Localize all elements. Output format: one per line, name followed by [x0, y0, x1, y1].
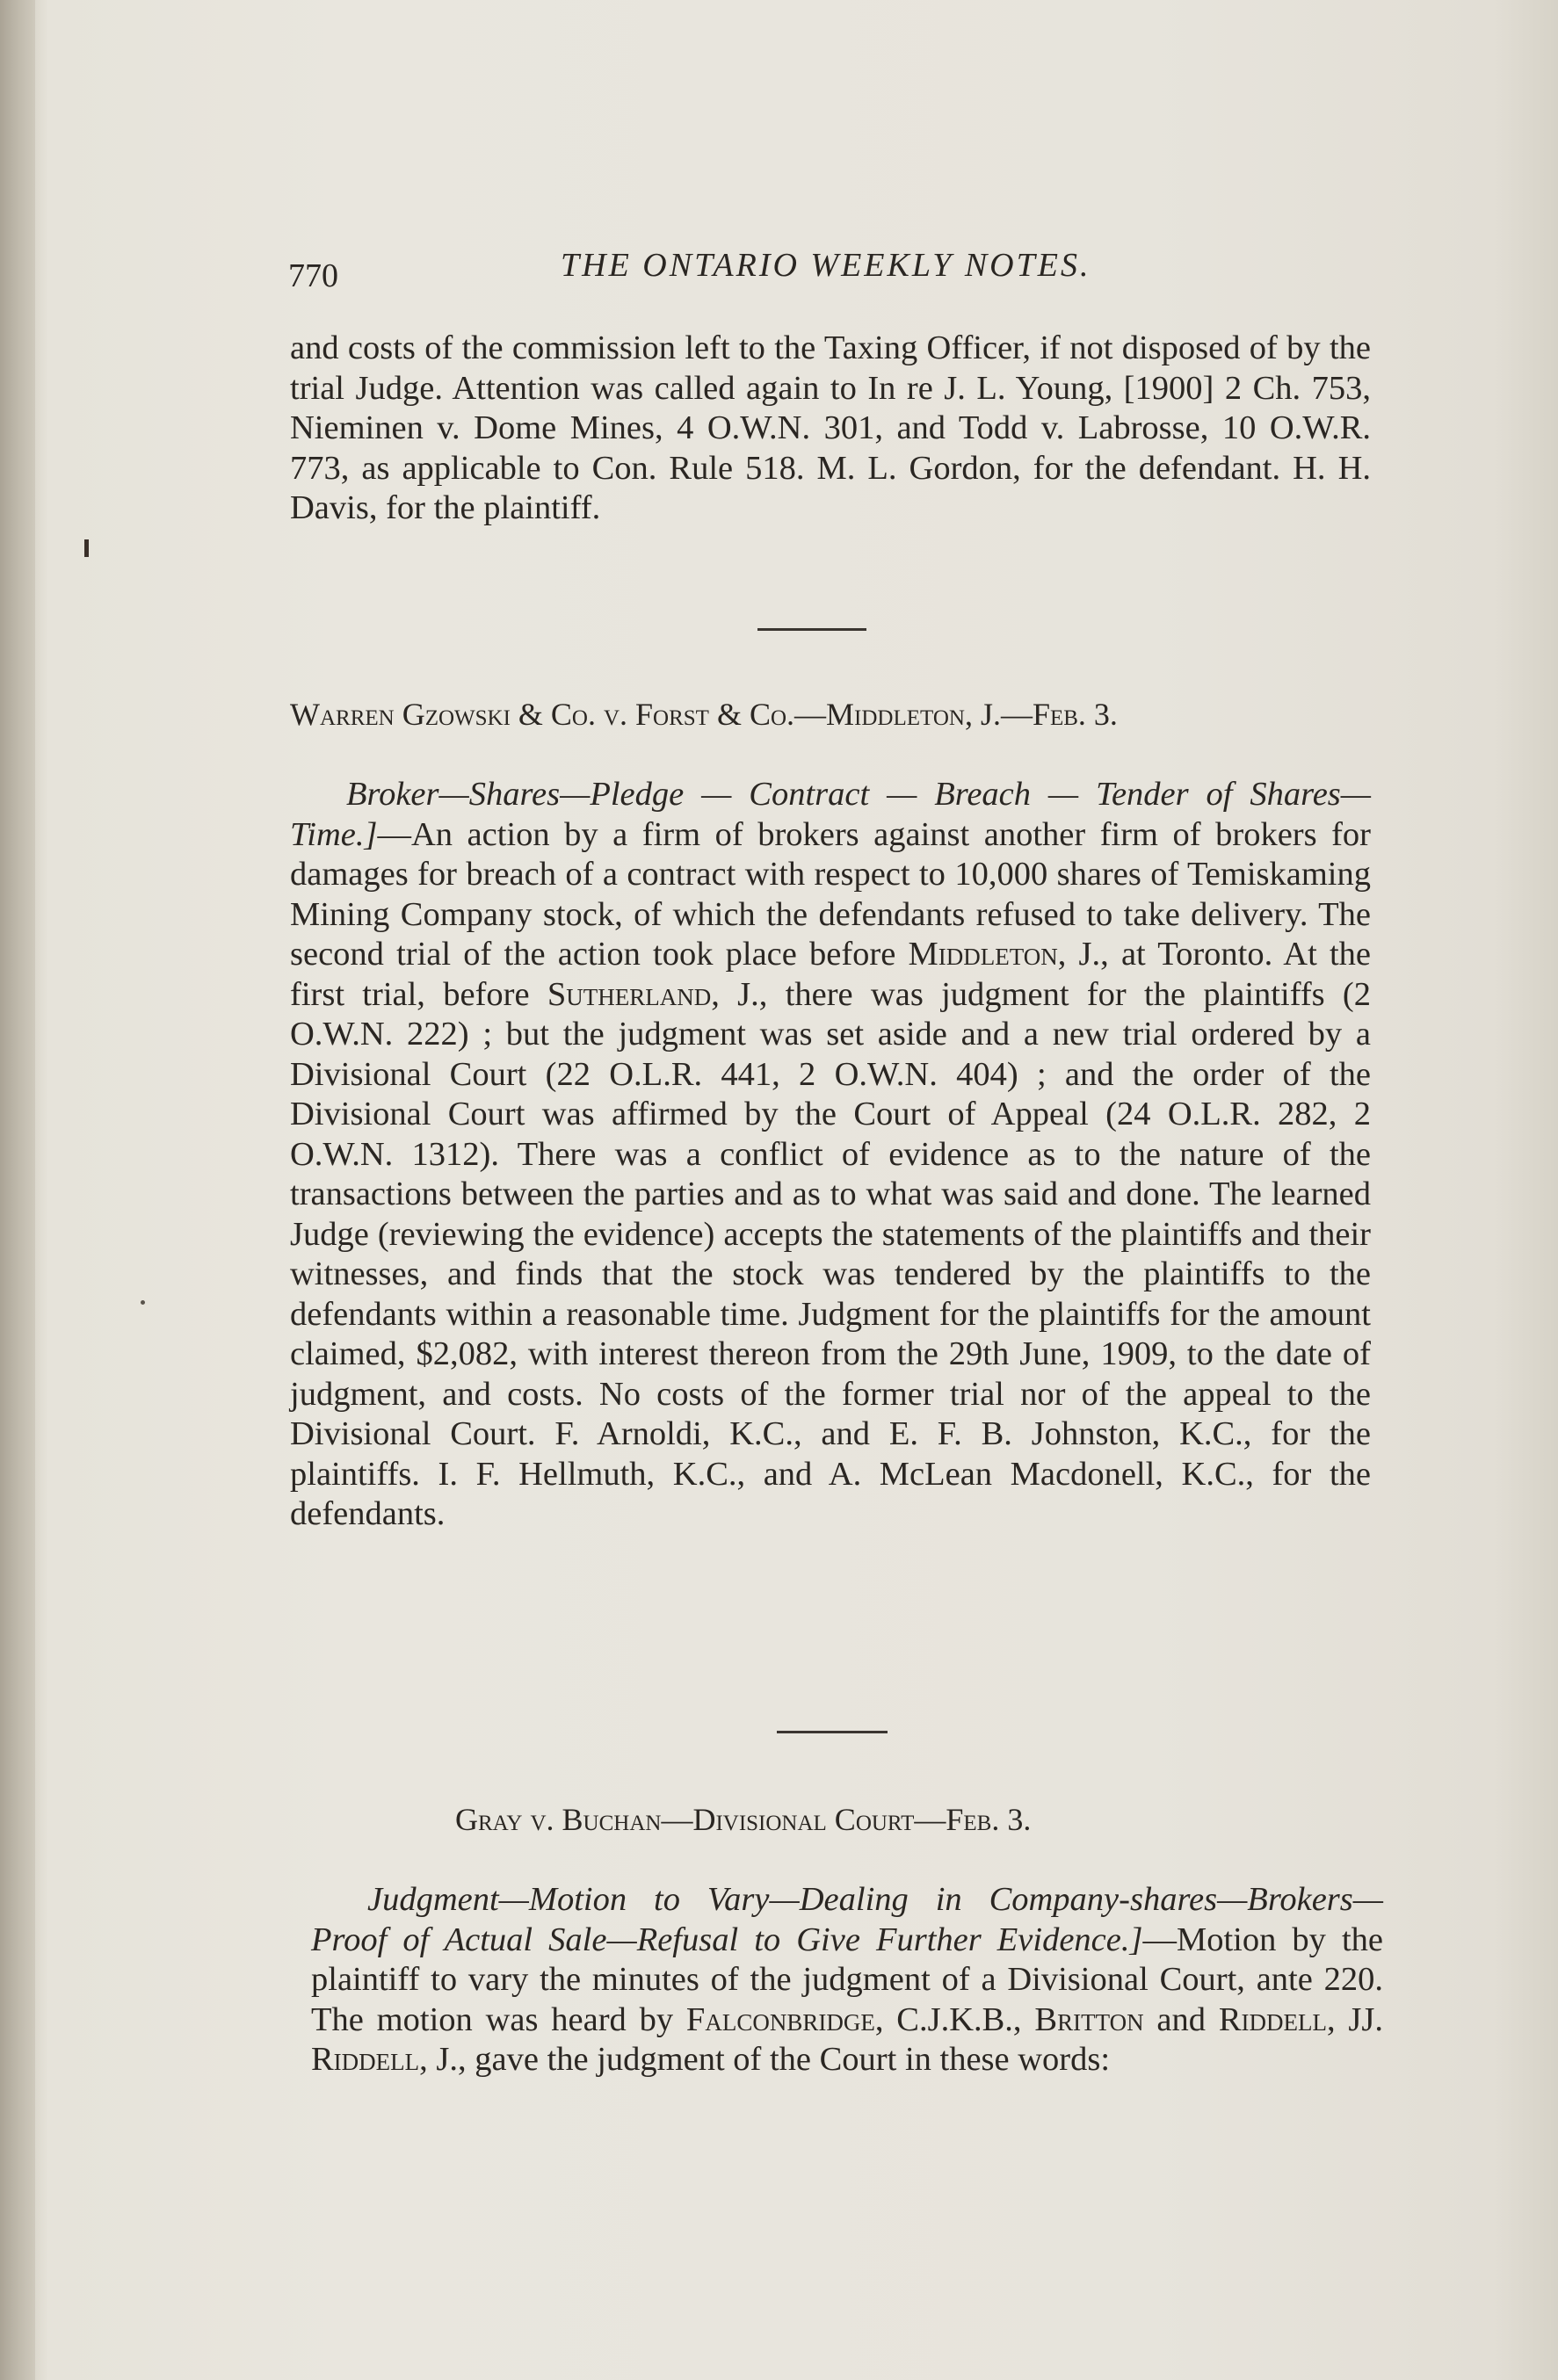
- page-number: 770: [288, 257, 338, 294]
- body-text: , C.J.K.B.,: [874, 2000, 1035, 2038]
- case-body-warren-gzowski: [290, 775, 1371, 1535]
- judge-name: Riddell: [311, 2041, 420, 2078]
- section-divider: [757, 628, 866, 631]
- paragraph-continuation: and costs of the commission left to the Taxing Officer, if not disposed of by the trial Judge. Attention was called again to In re J. L. Young, [1900] 2 Ch. 753, Nieminen v. Dome Mines, 4 O.W.N. 301, and Todd v. Labrosse, 10 O.W.R. 773, as applicable to Con. Rule 518. M. L. Gordon, for the defendant. H. H. Davis, for the plaintiff.: [290, 329, 1371, 526]
- margin-dot: [141, 1300, 145, 1305]
- body-text: , J., gave the judgment of the Court in these words:: [419, 2041, 1111, 2078]
- body-text: , JJ.: [1326, 2000, 1384, 2038]
- headnote-warren-gzowski: Broker—Shares—Pledge — Contract — Breach — Tender of Shares—Time.]: [290, 776, 1371, 853]
- judge-name: Sutherland: [547, 975, 712, 1013]
- body-text: , J., there was judgment for the plaintiffs (2 O.W.N. 222) ; but the judgment was set aside and a new trial ordered by a Divisional Court (22 O.L.R. 441, 2 O.W.N. 404) ; and the order of the Divisional Court was affirmed by the Court of Appeal (24 O.L.R. 282, 2 O.W.N. 1312). There was a conflict of evidence as to the nature of the transactions between the parties and as to what was said and done. The learned Judge (reviewing the evidence) accepts the statements of the plaintiffs and their witnesses, and finds that the stock was tendered by the plaintiffs to the defendants within a reasonable time. Judgment for the plaintiffs for the amount claimed, $2,082, with interest thereon from the 29th June, 1909, to the date of judgment, and costs. No costs of the former trial nor of the appeal to the Divisional Court. F. Arnoldi, K.C., and E. F. B. Johnston, K.C., for the plaintiffs. I. F. Hellmuth, K.C., and A. McLean Macdonell, K.C., for the defendants.: [290, 975, 1371, 1532]
- case-heading-warren-gzowski: Warren Gzowski & Co. v. Forst & Co.—Middleton, J.—Feb. 3.: [290, 697, 1118, 732]
- judge-name: Falconbridge: [685, 2000, 875, 2038]
- body-text: , J., at Toronto. At the first trial, before: [290, 936, 1371, 1013]
- judge-name: Middleton: [908, 936, 1058, 973]
- judge-name: Riddell: [1218, 2000, 1327, 2038]
- case-heading-gray-buchan: Gray v. Buchan—Divisional Court—Feb. 3.: [455, 1802, 1032, 1837]
- body-text: —An action by a firm of brokers against another firm of brokers for damages for breach of a contract with respect to 10,000 shares of Temiskaming Mining Company stock, of which the defendants refused to take delivery. The second trial of the action took place before: [290, 815, 1371, 973]
- case-body-gray-buchan: [311, 1880, 1383, 2080]
- headnote-gray-buchan: Judgment—Motion to Vary—Dealing in Company-shares—Brokers—Proof of Actual Sale—Refusal to Give Further Evidence.]: [311, 1881, 1383, 1958]
- body-text: —Motion by the plaintiff to vary the minutes of the judgment of a Divisional Court, ante 220. The motion was heard by: [311, 1921, 1383, 2038]
- margin-mark: [84, 539, 89, 557]
- book-spine-shadow: [0, 0, 35, 2380]
- running-title: THE ONTARIO WEEKLY NOTES.: [561, 247, 1091, 284]
- body-text: and: [1143, 2000, 1219, 2038]
- judge-name: Britton: [1034, 2000, 1144, 2038]
- page-header: [288, 246, 1378, 299]
- section-divider: [777, 1731, 888, 1733]
